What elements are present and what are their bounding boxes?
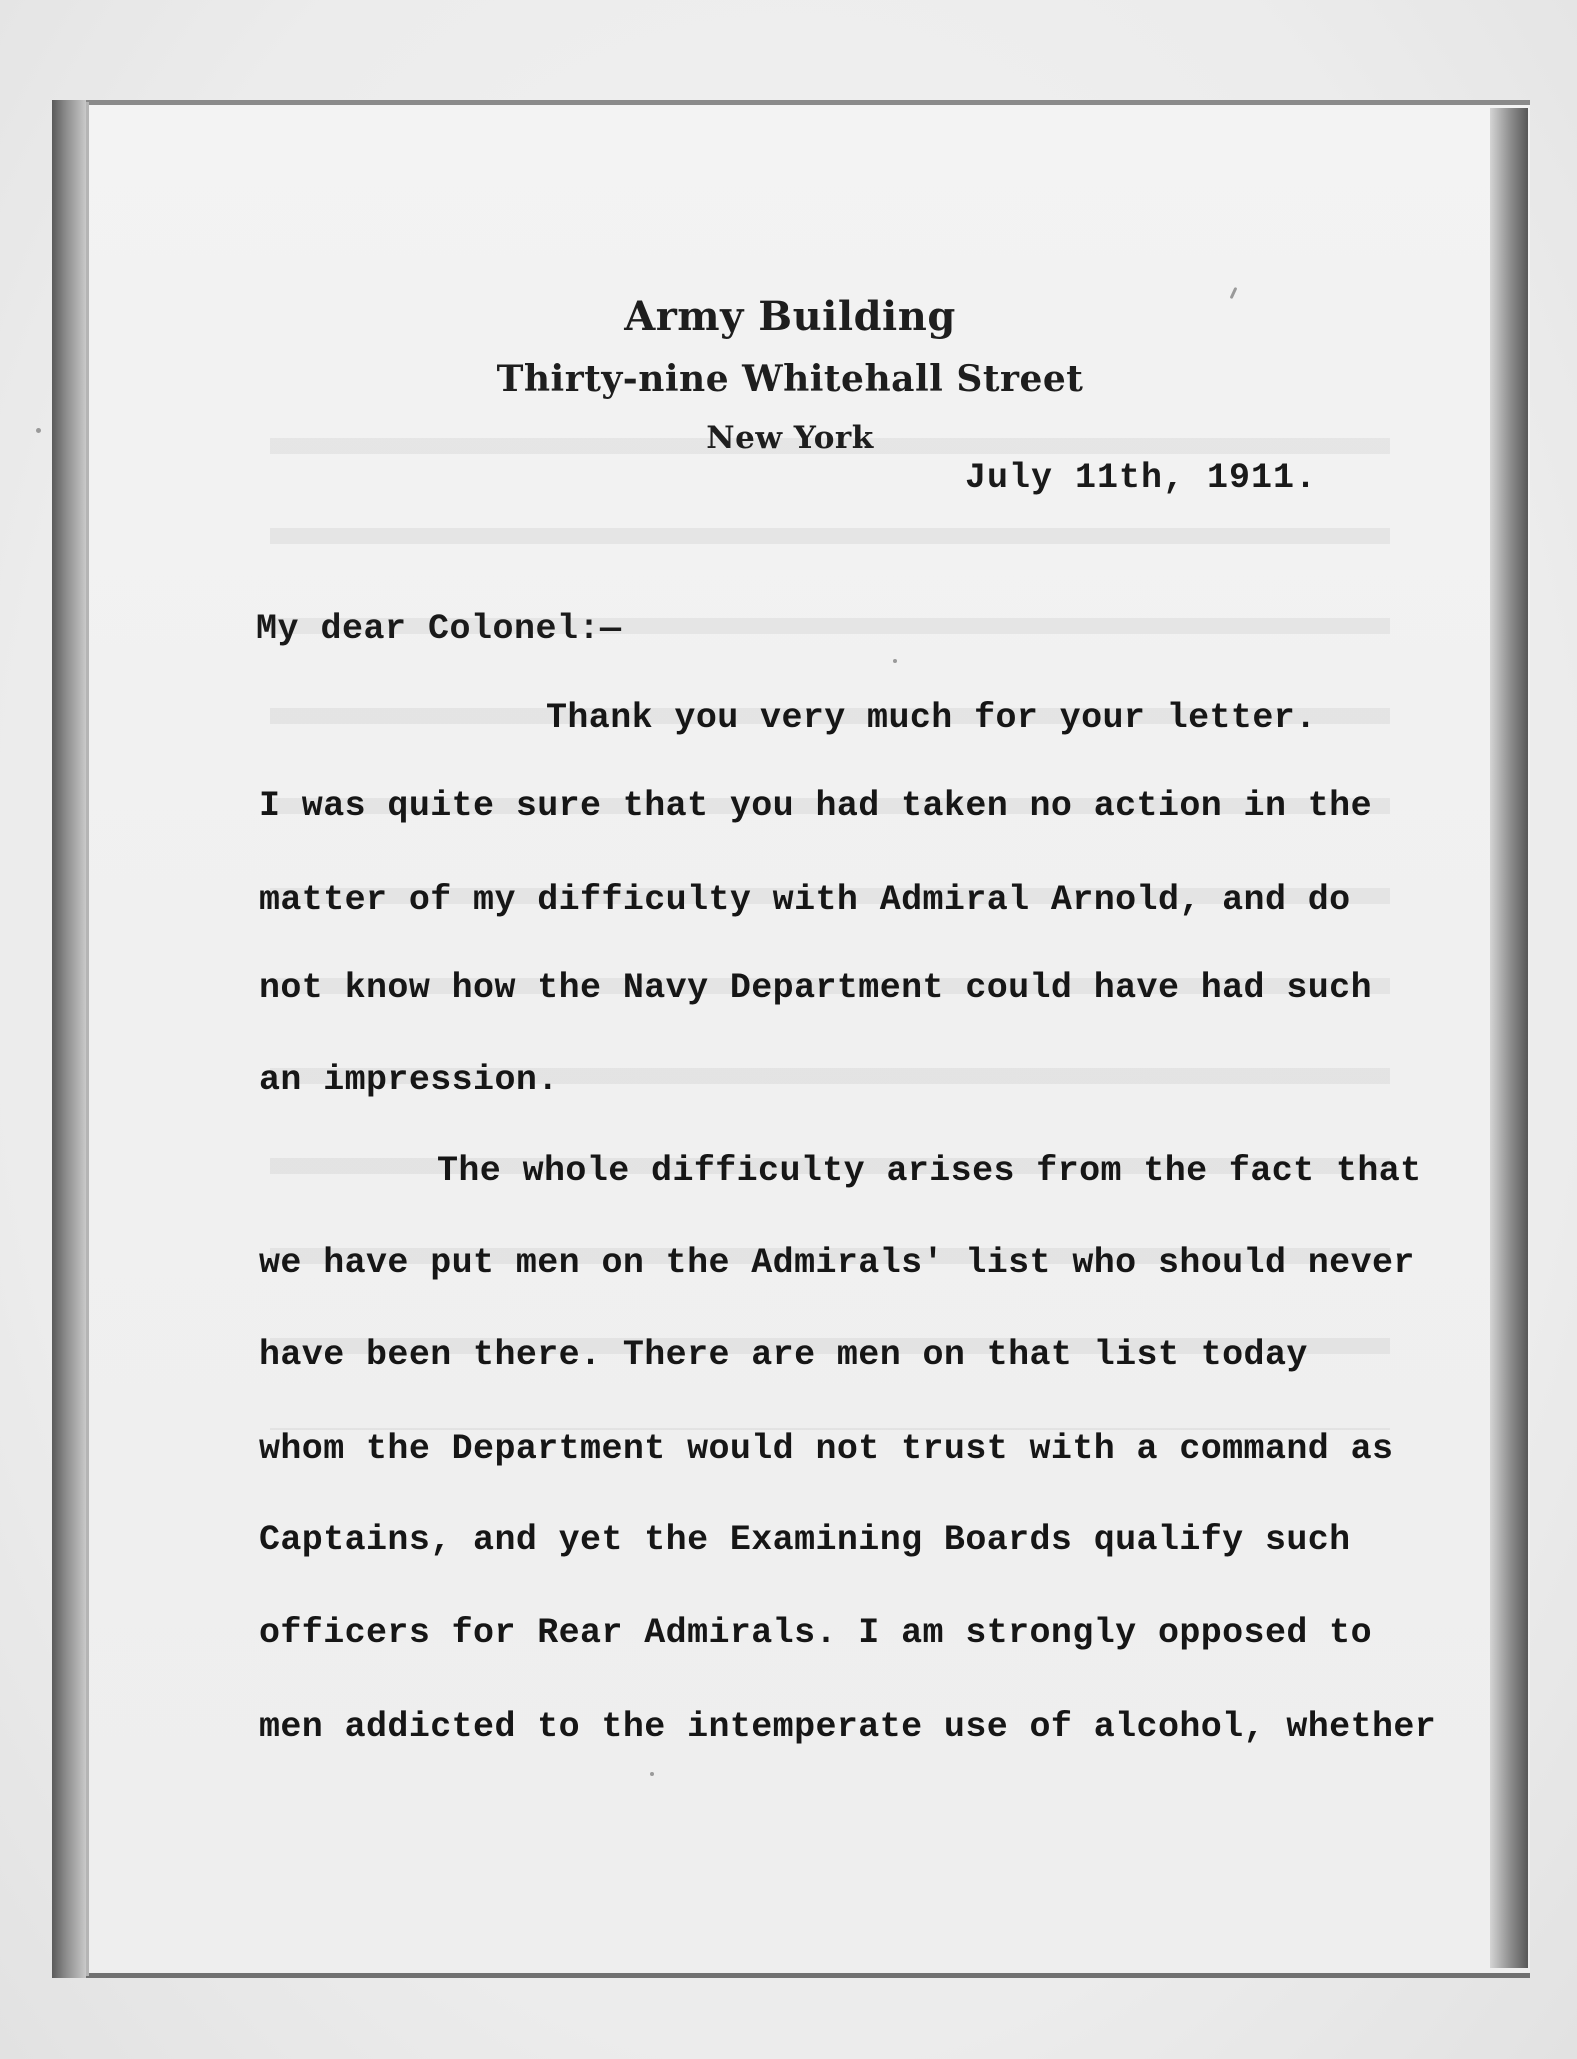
letterhead-street: Thirty-nine Whitehall Street — [496, 358, 1084, 400]
letterhead-city: New York — [706, 420, 874, 456]
body-line: not know how the Navy Department could have had such — [259, 968, 1372, 1008]
body-line: whom the Department would not trust with a command as — [259, 1429, 1394, 1469]
page-left-edge-shadow — [52, 100, 86, 1978]
body-line: have been there. There are men on that list today — [259, 1335, 1308, 1375]
scan-speck — [36, 428, 41, 433]
letterhead-building: Army Building — [624, 293, 956, 340]
scan-speck — [650, 1772, 654, 1776]
body-line: we have put men on the Admirals' list who should never — [259, 1243, 1415, 1283]
body-line: I was quite sure that you had taken no action in the — [259, 786, 1372, 826]
body-line: The whole difficulty arises from the fact that — [437, 1151, 1422, 1191]
letter-date: July 11th, 1911. — [965, 458, 1318, 498]
scan-speck — [893, 659, 897, 663]
body-line: Thank you very much for your letter. — [546, 698, 1317, 738]
body-line: officers for Rear Admirals. I am strongly opposed to — [259, 1613, 1372, 1653]
salutation: My dear Colonel:— — [256, 609, 622, 649]
body-line: an impression. — [259, 1060, 559, 1100]
page-right-edge-shadow — [1490, 108, 1528, 1968]
body-line: matter of my difficulty with Admiral Arnold, and do — [259, 880, 1351, 920]
body-line: Captains, and yet the Examining Boards qualify such — [259, 1520, 1351, 1560]
page-left-edge-line — [86, 102, 89, 1976]
body-line: men addicted to the intemperate use of alcohol, whether — [259, 1707, 1437, 1747]
